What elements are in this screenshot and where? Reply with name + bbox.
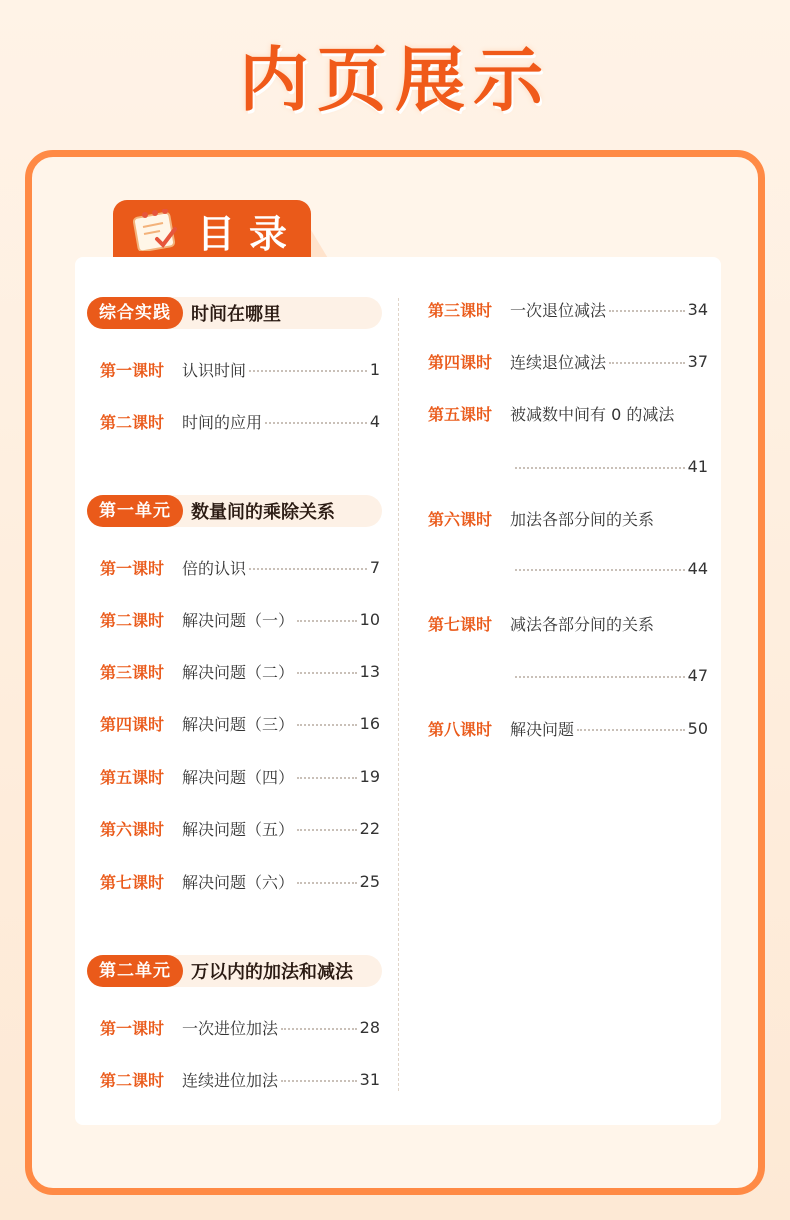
toc-entry[interactable] — [428, 611, 708, 635]
lesson-label: 第五课时 — [100, 767, 165, 787]
leader-dots — [265, 422, 367, 424]
page-number: 34 — [687, 299, 708, 319]
toc-entry[interactable] — [428, 401, 708, 425]
leader-dots — [609, 310, 685, 312]
toc-entry[interactable] — [100, 659, 380, 683]
toc-entry[interactable] — [428, 506, 708, 530]
lesson-name: 连续进位加法 — [182, 1070, 279, 1090]
lesson-name: 被减数中间有 0 的减法 — [510, 404, 675, 424]
lesson-label: 第八课时 — [428, 719, 493, 739]
leader-dots — [577, 729, 685, 731]
lesson-name: 一次退位减法 — [510, 300, 607, 320]
lesson-name: 解决问题（六） — [182, 872, 295, 892]
unit-title: 时间在哪里 — [191, 304, 281, 325]
page-number: 31 — [359, 1069, 380, 1089]
toc-entry[interactable] — [100, 764, 380, 788]
leader-dots — [515, 676, 685, 678]
toc-entry[interactable] — [428, 716, 708, 740]
unit-title: 数量间的乘除关系 — [191, 502, 335, 523]
lesson-name: 倍的认识 — [182, 558, 247, 578]
notepad-checklist-icon — [133, 209, 179, 251]
lesson-label: 第五课时 — [428, 404, 493, 424]
page-number: 19 — [359, 766, 380, 786]
leader-dots — [281, 1028, 357, 1030]
lesson-name: 连续退位减法 — [510, 352, 607, 372]
lesson-label: 第一课时 — [100, 558, 165, 578]
page-title: 内页展示 — [239, 39, 551, 121]
lesson-name: 加法各部分间的关系 — [510, 509, 655, 529]
unit-badge: 综合实践 — [87, 297, 183, 329]
lesson-label: 第二课时 — [100, 1070, 165, 1090]
toc-tab — [113, 200, 311, 260]
leader-dots — [515, 467, 685, 469]
toc-entry[interactable] — [100, 711, 380, 735]
leader-dots — [515, 569, 685, 571]
lesson-label: 第六课时 — [100, 819, 165, 839]
tab-fold — [311, 230, 329, 260]
lesson-label: 第三课时 — [428, 300, 493, 320]
page-number: 1 — [369, 359, 380, 379]
lesson-label: 第一课时 — [100, 360, 165, 380]
page-number: 28 — [359, 1017, 380, 1037]
toc-entry[interactable] — [100, 607, 380, 631]
lesson-label: 第六课时 — [428, 509, 493, 529]
unit-title: 万以内的加法和减法 — [191, 962, 353, 983]
page-number: 41 — [687, 456, 708, 476]
toc-entry[interactable] — [428, 297, 708, 321]
page-number: 4 — [369, 411, 380, 431]
lesson-label: 第二课时 — [100, 412, 165, 432]
leader-dots — [297, 882, 357, 884]
lesson-label: 第四课时 — [100, 714, 165, 734]
toc-entry-continuation[interactable] — [515, 663, 708, 687]
page-number: 13 — [359, 661, 380, 681]
lesson-name: 减法各部分间的关系 — [510, 614, 655, 634]
lesson-name: 解决问题（二） — [182, 662, 295, 682]
toc-entry[interactable] — [428, 349, 708, 373]
toc-entry[interactable] — [100, 1015, 380, 1039]
leader-dots — [609, 362, 685, 364]
lesson-label: 第七课时 — [428, 614, 493, 634]
toc-entry[interactable] — [100, 869, 380, 893]
leader-dots — [297, 829, 357, 831]
leader-dots — [249, 370, 367, 372]
lesson-name: 一次进位加法 — [182, 1018, 279, 1038]
lesson-name: 解决问题（四） — [182, 767, 295, 787]
unit-heading — [87, 495, 382, 527]
leader-dots — [281, 1080, 357, 1082]
unit-heading — [87, 297, 382, 329]
toc-entry[interactable] — [100, 816, 380, 840]
column-divider — [398, 298, 399, 1091]
toc-title: 目录 — [197, 211, 302, 256]
page-number: 50 — [687, 718, 708, 738]
lesson-label: 第二课时 — [100, 610, 165, 630]
leader-dots — [297, 620, 357, 622]
leader-dots — [297, 672, 357, 674]
page-number: 10 — [359, 609, 380, 629]
toc-entry[interactable] — [100, 357, 380, 381]
page-number: 22 — [359, 818, 380, 838]
page-number: 47 — [687, 665, 708, 685]
lesson-name: 解决问题（三） — [182, 714, 295, 734]
unit-badge: 第一单元 — [87, 495, 183, 527]
lesson-label: 第三课时 — [100, 662, 165, 682]
toc-entry-continuation[interactable] — [515, 556, 708, 580]
page-number: 25 — [359, 871, 380, 891]
page-number: 16 — [359, 713, 380, 733]
toc-entry[interactable] — [100, 409, 380, 433]
page-number: 37 — [687, 351, 708, 371]
lesson-name: 解决问题（五） — [182, 819, 295, 839]
toc-entry[interactable] — [100, 1067, 380, 1091]
toc-entry-continuation[interactable] — [515, 454, 708, 478]
page-number: 44 — [687, 558, 708, 578]
lesson-name: 解决问题（一） — [182, 610, 295, 630]
leader-dots — [249, 568, 367, 570]
toc-entry[interactable] — [100, 555, 380, 579]
lesson-label: 第四课时 — [428, 352, 493, 372]
leader-dots — [297, 777, 357, 779]
lesson-name: 解决问题 — [510, 719, 575, 739]
leader-dots — [297, 724, 357, 726]
unit-heading — [87, 955, 382, 987]
lesson-label: 第七课时 — [100, 872, 165, 892]
lesson-name: 时间的应用 — [182, 412, 263, 432]
lesson-name: 认识时间 — [182, 360, 247, 380]
page-number: 7 — [369, 557, 380, 577]
unit-badge: 第二单元 — [87, 955, 183, 987]
lesson-label: 第一课时 — [100, 1018, 165, 1038]
